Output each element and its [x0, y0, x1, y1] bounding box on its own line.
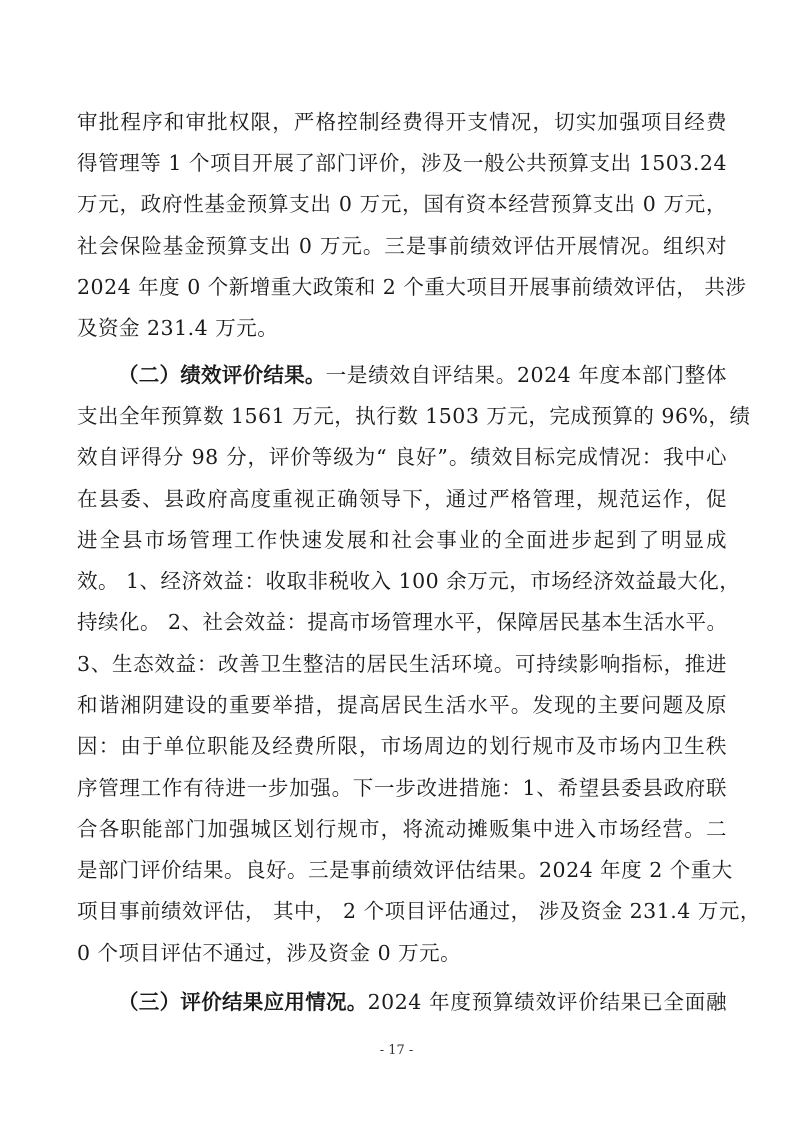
- paragraph-line: 万元，政府性基金预算支出 0 万元，国有资本经营预算支出 0 万元，: [77, 192, 727, 216]
- paragraph-line: 得管理等 1 个项目开展了部门评价，涉及一般公共预算支出 1503.24: [77, 151, 727, 175]
- section-2-first-line-text: 一是绩效自评结果。2024 年度本部门整体: [325, 363, 728, 387]
- paragraph-line: 2024 年度 0 个新增重大政策和 2 个重大项目开展事前绩效评估， 共涉: [77, 275, 747, 299]
- section-3-first-line-text: 2024 年度预算绩效评价结果已全面融: [367, 990, 728, 1014]
- paragraph-line: 因：由于单位职能及经费所限，市场周边的划行规市及市场内卫生秩: [77, 734, 727, 758]
- paragraph-line: 序管理工作有待进一步加强。下一步改进措施：1、希望县委县政府联: [77, 776, 727, 800]
- paragraph-line: 在县委、县政府高度重视正确领导下，通过严格管理，规范运作，促: [77, 487, 727, 511]
- paragraph-line: 审批程序和审批权限，严格控制经费得开支情况，切实加强项目经费: [77, 110, 727, 134]
- page-number: - 17 -: [379, 1043, 414, 1058]
- paragraph-line: 3、生态效益：改善卫生整洁的居民生活环境。可持续影响指标，推进: [77, 652, 727, 676]
- paragraph-line: 社会保险基金预算支出 0 万元。三是事前绩效评估开展情况。组织对: [77, 234, 727, 258]
- paragraph-line: 合各职能部门加强城区划行规市，将流动摊贩集中进入市场经营。二: [77, 817, 727, 841]
- paragraph-line: 效自评得分 98 分，评价等级为“ 良好”。绩效目标完成情况：我中心: [77, 445, 727, 469]
- section-3-heading: （三）评价结果应用情况。: [118, 990, 368, 1014]
- paragraph-line: 0 个项目评估不通过，涉及资金 0 万元。: [77, 941, 462, 965]
- paragraph-line: 效。 1、经济效益：收取非税收入 100 余万元，市场经济效益最大化，: [77, 569, 741, 593]
- section-2-heading: （二）绩效评价结果。: [118, 363, 326, 387]
- paragraph-line: 及资金 231.4 万元。: [77, 316, 279, 340]
- paragraph-line: 和谐湘阴建设的重要举措，提高居民生活水平。发现的主要问题及原: [77, 693, 727, 717]
- paragraph-line: 进全县市场管理工作快速发展和社会事业的全面进步起到了明显成: [77, 528, 727, 552]
- paragraph-line: 持续化。 2、社会效益：提高市场管理水平，保障居民基本生活水平。: [77, 610, 728, 634]
- paragraph-line: 项目事前绩效评估， 其中， 2 个项目评估通过， 涉及资金 231.4 万元，: [77, 899, 761, 923]
- section-3-first-line: [118, 984, 727, 1020]
- paragraph-line: 支出全年预算数 1561 万元，执行数 1503 万元，完成预算的 96%，绩: [77, 404, 751, 428]
- paragraph-line: 是部门评价结果。良好。三是事前绩效评估结果。2024 年度 2 个重大: [77, 858, 733, 882]
- section-2-first-line: [118, 357, 727, 393]
